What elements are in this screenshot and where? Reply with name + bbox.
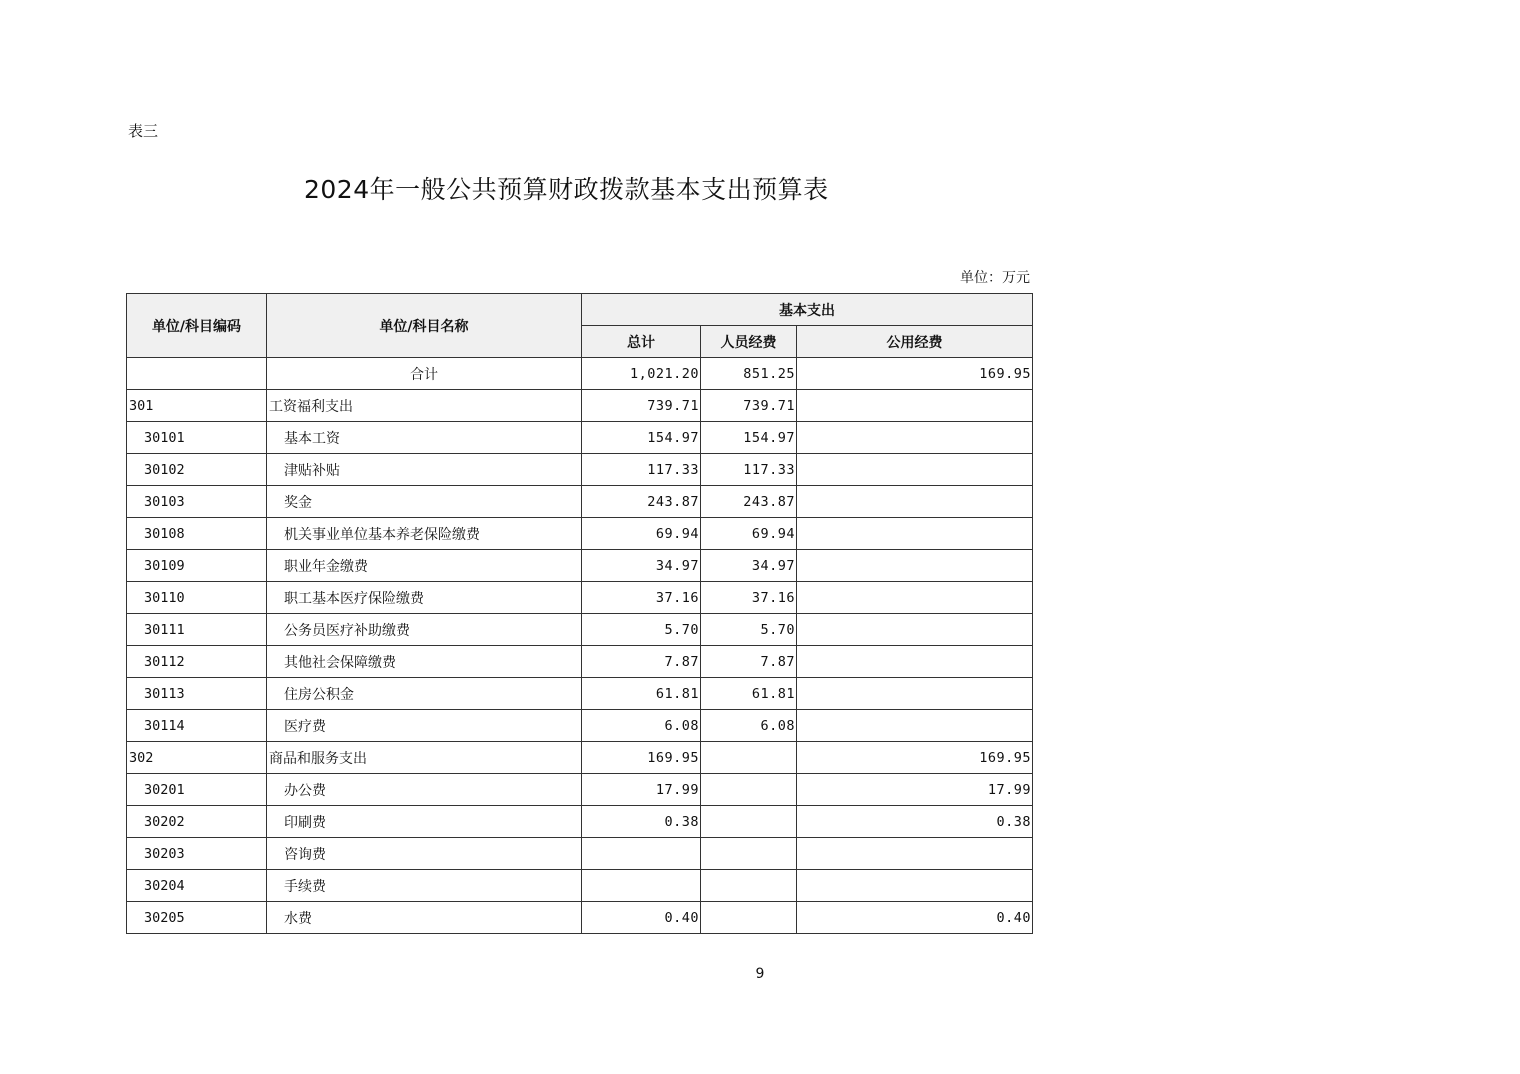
row-code: 301 <box>127 390 267 422</box>
row-name: 商品和服务支出 <box>267 742 582 774</box>
total-row <box>127 358 1033 390</box>
row-total: 0.38 <box>582 806 701 838</box>
total-row-name: 合计 <box>267 358 582 390</box>
row-public <box>797 486 1033 518</box>
row-public <box>797 582 1033 614</box>
row-code: 30204 <box>127 870 267 902</box>
row-code: 302 <box>127 742 267 774</box>
row-personnel: 117.33 <box>701 454 797 486</box>
table-row <box>127 582 1033 614</box>
row-personnel <box>701 806 797 838</box>
header-code: 单位/科目编码 <box>127 294 267 358</box>
row-public <box>797 710 1033 742</box>
row-code: 30111 <box>127 614 267 646</box>
row-total: 34.97 <box>582 550 701 582</box>
row-public <box>797 678 1033 710</box>
page-title: 2024年一般公共预算财政拨款基本支出预算表 <box>304 175 829 204</box>
row-public <box>797 838 1033 870</box>
table-row <box>127 390 1033 422</box>
row-public <box>797 454 1033 486</box>
row-public <box>797 422 1033 454</box>
row-public <box>797 870 1033 902</box>
row-total <box>582 838 701 870</box>
row-name: 医疗费 <box>267 710 582 742</box>
row-public: 17.99 <box>797 774 1033 806</box>
row-personnel: 739.71 <box>701 390 797 422</box>
row-total: 5.70 <box>582 614 701 646</box>
row-total: 243.87 <box>582 486 701 518</box>
row-personnel <box>701 902 797 934</box>
table-row <box>127 838 1033 870</box>
row-total: 154.97 <box>582 422 701 454</box>
row-name: 奖金 <box>267 486 582 518</box>
row-name: 基本工资 <box>267 422 582 454</box>
budget-table <box>126 293 1033 934</box>
row-public <box>797 518 1033 550</box>
table-row <box>127 902 1033 934</box>
row-public <box>797 646 1033 678</box>
row-total: 61.81 <box>582 678 701 710</box>
table-row <box>127 518 1033 550</box>
row-code: 30113 <box>127 678 267 710</box>
row-code: 30110 <box>127 582 267 614</box>
row-code: 30114 <box>127 710 267 742</box>
row-code: 30112 <box>127 646 267 678</box>
row-public <box>797 550 1033 582</box>
row-personnel: 61.81 <box>701 678 797 710</box>
row-name: 职工基本医疗保险缴费 <box>267 582 582 614</box>
row-name: 印刷费 <box>267 806 582 838</box>
unit-label: 单位：万元 <box>960 270 1030 286</box>
row-personnel: 37.16 <box>701 582 797 614</box>
header-basic-expenditure: 基本支出 <box>582 294 1033 326</box>
row-name: 职业年金缴费 <box>267 550 582 582</box>
table-row <box>127 742 1033 774</box>
table-row <box>127 870 1033 902</box>
row-name: 机关事业单位基本养老保险缴费 <box>267 518 582 550</box>
row-total: 0.40 <box>582 902 701 934</box>
row-name: 公务员医疗补助缴费 <box>267 614 582 646</box>
row-personnel: 34.97 <box>701 550 797 582</box>
row-total: 117.33 <box>582 454 701 486</box>
table-row <box>127 486 1033 518</box>
row-code: 30201 <box>127 774 267 806</box>
header-total: 总计 <box>582 326 701 358</box>
row-total: 69.94 <box>582 518 701 550</box>
table-row <box>127 806 1033 838</box>
page-number: 9 <box>755 966 765 982</box>
row-name: 住房公积金 <box>267 678 582 710</box>
table-row <box>127 710 1033 742</box>
row-code: 30103 <box>127 486 267 518</box>
row-code: 30101 <box>127 422 267 454</box>
header-public: 公用经费 <box>797 326 1033 358</box>
table-row <box>127 422 1033 454</box>
row-total: 7.87 <box>582 646 701 678</box>
row-name: 手续费 <box>267 870 582 902</box>
total-row-total: 1,021.20 <box>582 358 701 390</box>
row-total: 17.99 <box>582 774 701 806</box>
row-total <box>582 870 701 902</box>
row-personnel <box>701 774 797 806</box>
row-code: 30102 <box>127 454 267 486</box>
row-total: 37.16 <box>582 582 701 614</box>
row-code: 30205 <box>127 902 267 934</box>
row-name: 咨询费 <box>267 838 582 870</box>
header-personnel: 人员经费 <box>701 326 797 358</box>
header-name: 单位/科目名称 <box>267 294 582 358</box>
row-personnel <box>701 870 797 902</box>
row-public: 169.95 <box>797 742 1033 774</box>
row-personnel: 5.70 <box>701 614 797 646</box>
row-name: 其他社会保障缴费 <box>267 646 582 678</box>
table-label: 表三 <box>128 122 159 140</box>
row-name: 水费 <box>267 902 582 934</box>
row-code: 30108 <box>127 518 267 550</box>
row-personnel <box>701 838 797 870</box>
row-name: 办公费 <box>267 774 582 806</box>
table-row <box>127 550 1033 582</box>
row-public <box>797 390 1033 422</box>
total-row-code <box>127 358 267 390</box>
row-code: 30203 <box>127 838 267 870</box>
row-personnel: 154.97 <box>701 422 797 454</box>
row-public: 0.40 <box>797 902 1033 934</box>
row-name: 工资福利支出 <box>267 390 582 422</box>
row-public: 0.38 <box>797 806 1033 838</box>
table-row <box>127 614 1033 646</box>
row-personnel: 69.94 <box>701 518 797 550</box>
table-row <box>127 774 1033 806</box>
header-row-1 <box>127 294 1033 326</box>
row-personnel: 6.08 <box>701 710 797 742</box>
row-total: 6.08 <box>582 710 701 742</box>
row-personnel: 7.87 <box>701 646 797 678</box>
row-personnel <box>701 742 797 774</box>
row-code: 30202 <box>127 806 267 838</box>
row-public <box>797 614 1033 646</box>
row-code: 30109 <box>127 550 267 582</box>
row-personnel: 243.87 <box>701 486 797 518</box>
total-row-personnel: 851.25 <box>701 358 797 390</box>
row-total: 169.95 <box>582 742 701 774</box>
table-row <box>127 454 1033 486</box>
total-row-public: 169.95 <box>797 358 1033 390</box>
row-total: 739.71 <box>582 390 701 422</box>
table-row <box>127 646 1033 678</box>
table-row <box>127 678 1033 710</box>
row-name: 津贴补贴 <box>267 454 582 486</box>
